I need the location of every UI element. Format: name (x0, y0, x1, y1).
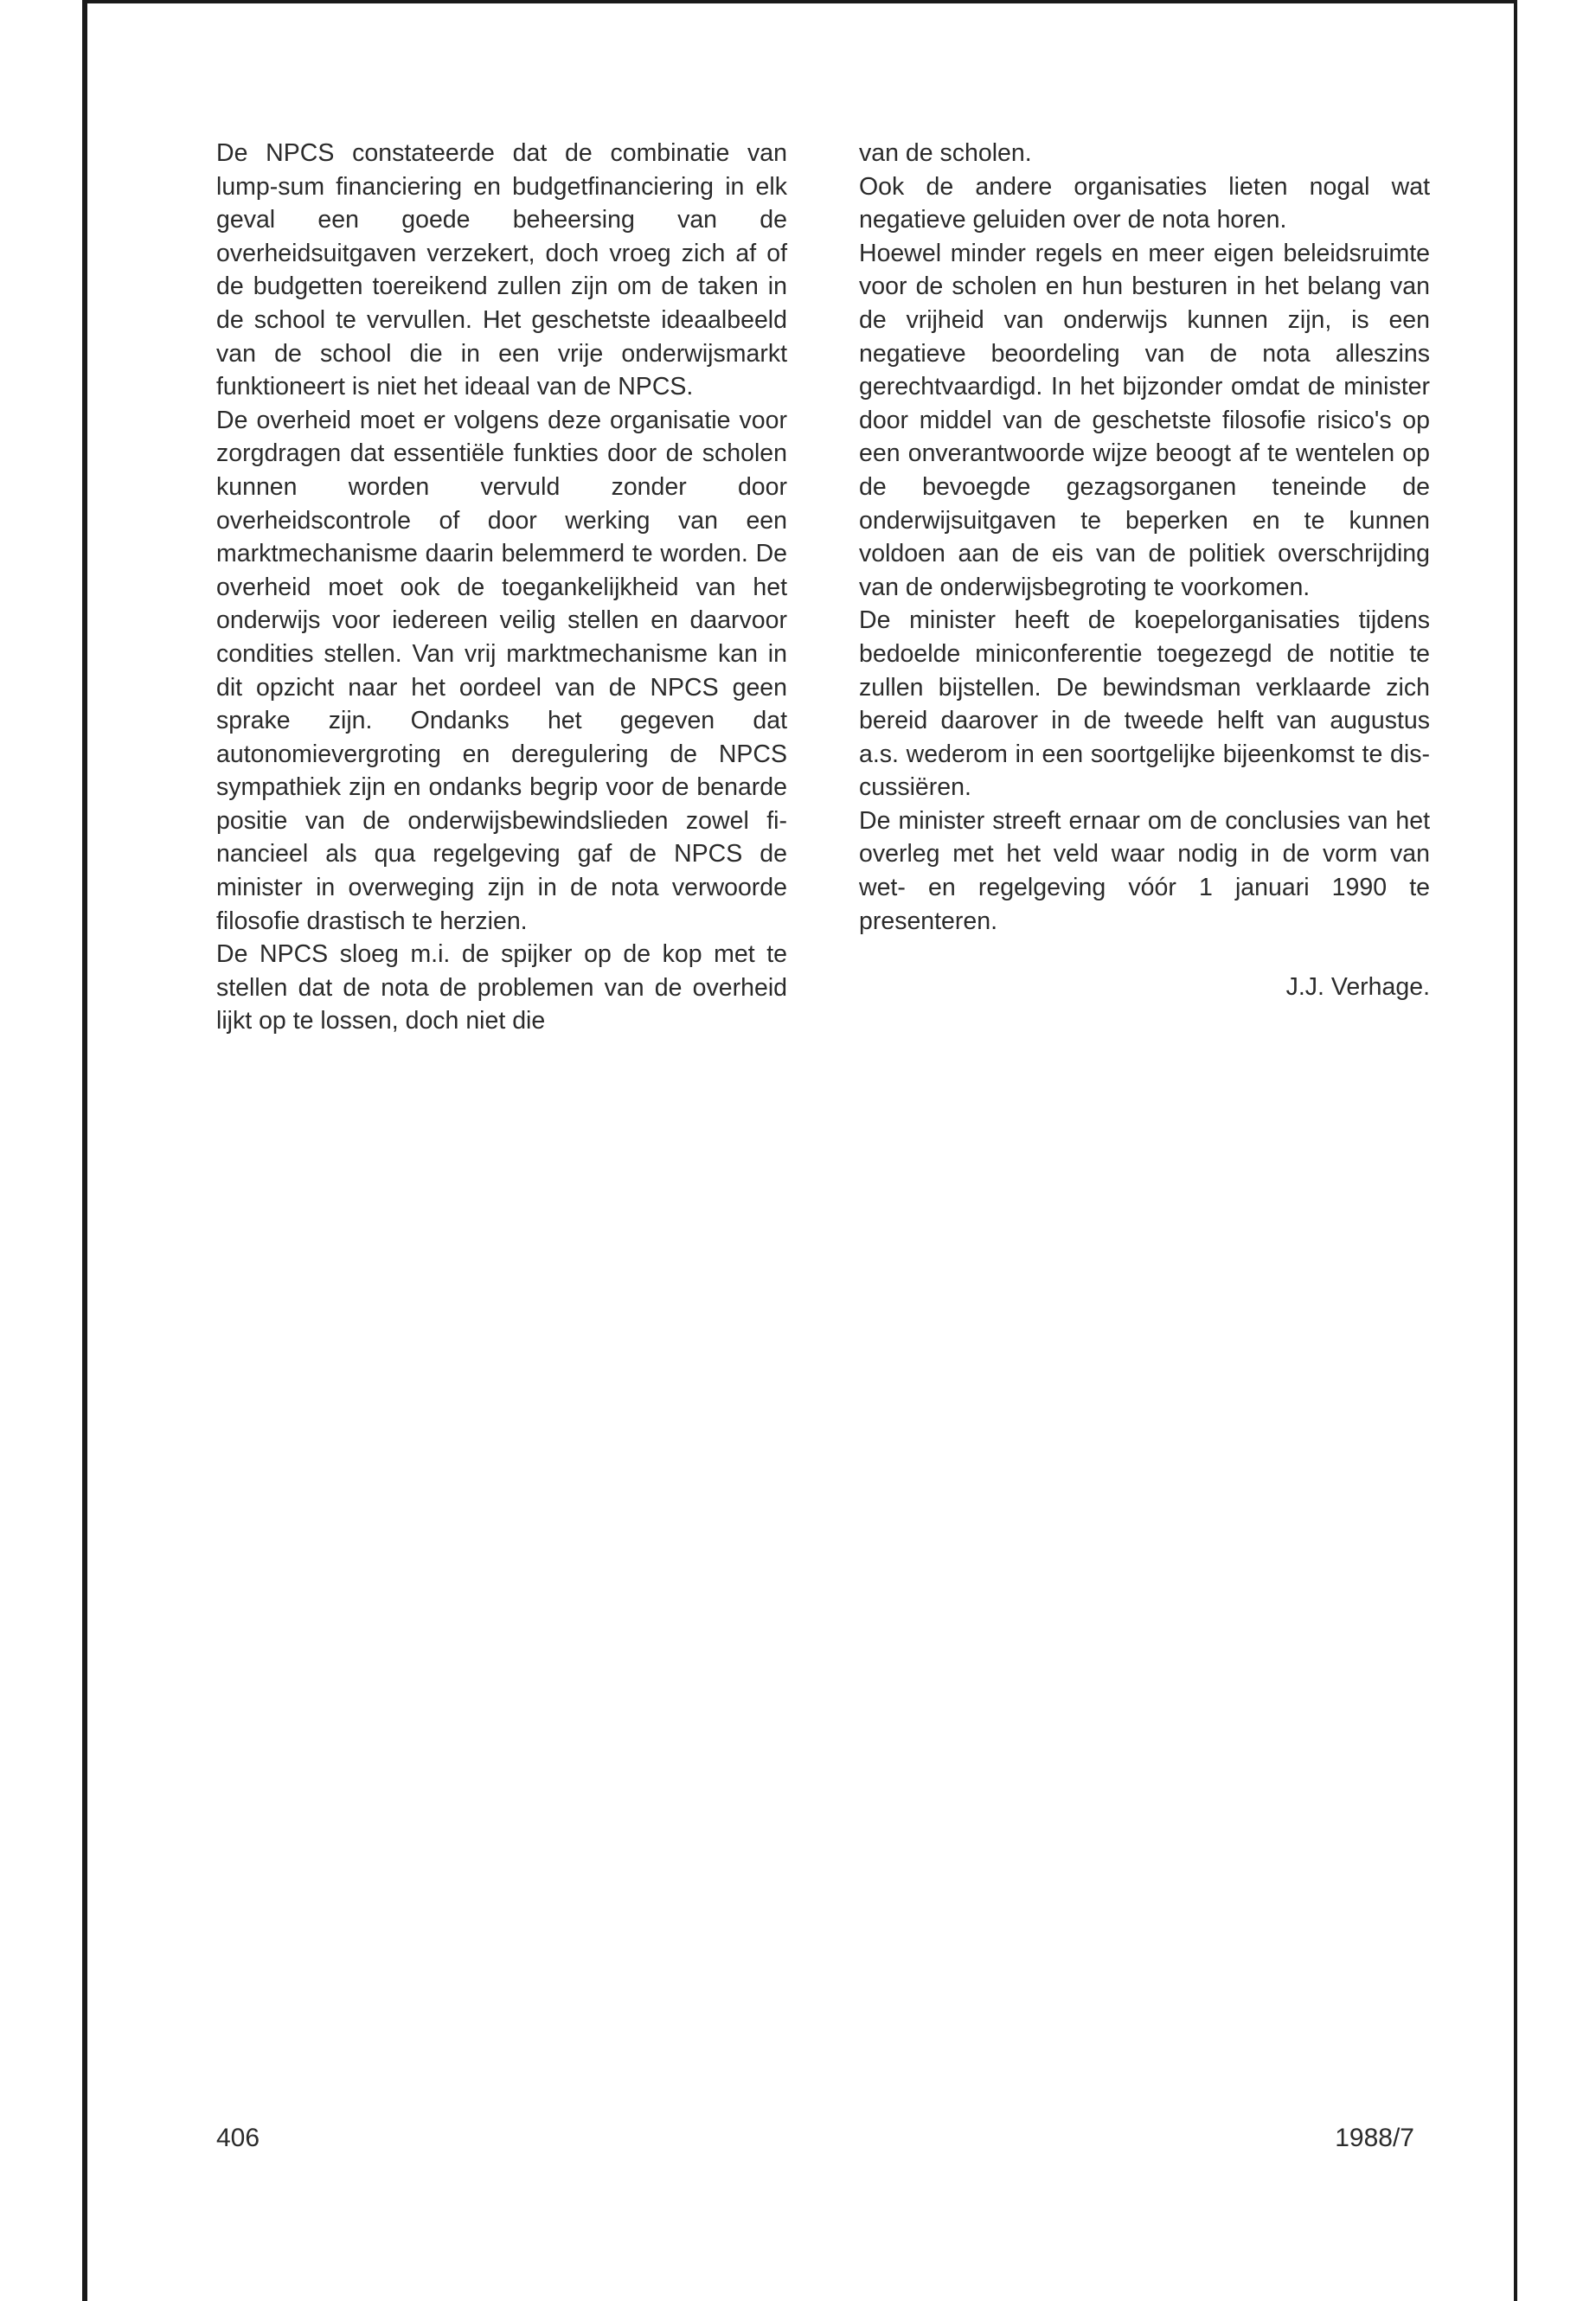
paragraph: De overheid moet er volgens deze organisatie voor zorgdragen dat essentiële funkties door de scholen kunnen worden vervuld zonder door overheidscontrole of door werking van een marktmechanisme daarin belemmerd te worden. De overheid moet ook de toegankelijkheid van het onderwijs voor iedereen veilig stellen en daarvoor condities stellen. Van vrij marktmechanisme kan in dit opzicht naar het oordeel van de NPCS geen sprake zijn. Ondanks het gegeven dat autonomievergroting en deregulering de NPCS sympathiek zijn en ondanks begrip voor de benarde positie van de onderwijsbewindslieden zowel financieel als qua regelgeving gaf de NPCS de minister in overweging zijn in de nota verwoorde filosofie drastisch te herzien. (216, 406, 787, 935)
page-number: 406 (216, 2124, 260, 2152)
left-column (216, 137, 787, 1038)
right-column (859, 137, 1430, 1004)
paragraph: De NPCS sloeg m.i. de spijker op de kop met te stellen dat de nota de problemen van de overheid lijkt op te lossen, doch niet die (216, 940, 787, 1035)
scan-edge-top (82, 0, 1518, 3)
scan-edge-left (82, 0, 87, 2301)
paragraph: De NPCS constateerde dat de combinatie van lump-sum financiering en budgetfinanciering in elk geval een goede beheersing van de overheidsuitgaven verzekert, doch vroeg zich af of de budgetten toereikend zullen zijn om de taken in de school te vervullen. Het geschetste ideaalbeeld van de school die in een vrije onderwijsmarkt funktioneert is niet het ideaal van de NPCS. (216, 139, 787, 401)
paragraph: Ook de andere organisaties lieten nogal wat negatieve geluiden over de nota horen. (859, 172, 1430, 234)
paragraph: Hoewel minder regels en meer eigen beleidsruimte voor de scholen en hun besturen in het belang van de vrijheid van onderwijs kunnen zijn, is een negatieve beoordeling van de nota alleszins gerechtvaardigd. In het bijzonder omdat de minister door middel van de geschetste filosofie risico's op een onverantwoorde wijze beoogt af te wentelen op de bevoegde gezagsorganen teneinde de onderwijsuitgaven te beperken en te kunnen voldoen aan de eis van de politiek overschrijding van de onderwijsbegroting te voorkomen. (859, 239, 1430, 601)
paragraph: De minister heeft de koepelorganisaties tijdens bedoelde miniconferentie toegezegd de notitie te zullen bijstellen. De bewindsman verklaarde zich bereid daarover in de tweede helft van augustus a.s. wederom in een soortgelijke bijeenkomst te discussiëren. (859, 606, 1430, 802)
paragraph: van de scholen. (859, 139, 1032, 167)
paragraph: De minister streeft ernaar om de conclusies van het overleg met het veld waar nodig in de vorm van wet- en regelgeving vóór 1 januari 1990 te presenteren. (859, 806, 1430, 935)
author-signature: J.J. Verhage. (1285, 973, 1430, 1002)
scan-margin-right (1517, 0, 1596, 2301)
issue-number: 1988/7 (1335, 2124, 1414, 2152)
